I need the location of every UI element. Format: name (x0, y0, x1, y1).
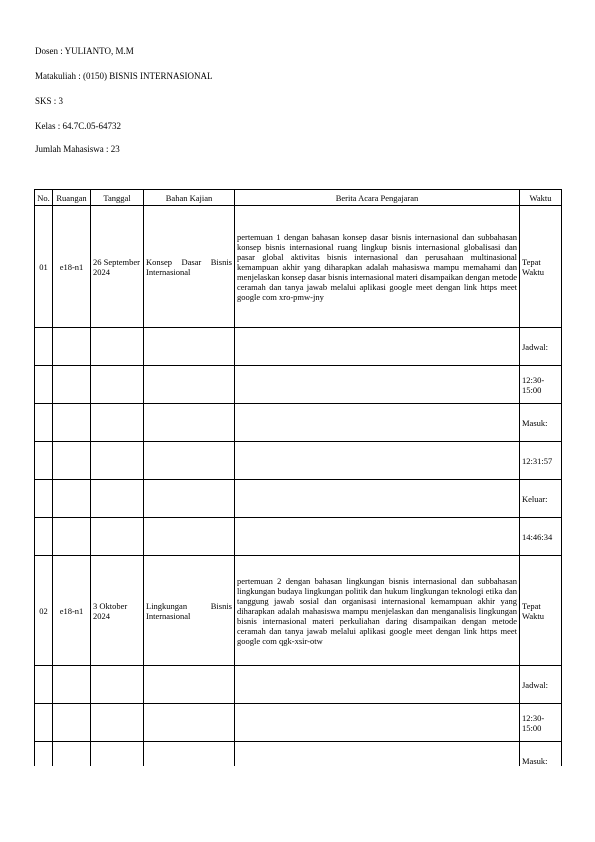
col-header-tanggal: Tanggal (91, 190, 144, 206)
col-header-no: No. (35, 190, 53, 206)
dosen-line: Dosen : YULIANTO, M.M (35, 46, 134, 56)
session-berita-acara: pertemuan 1 dengan bahasan konsep dasar bisnis internasional dan subbahasan konsep bisnis internasional ruang lingkup bisnis internasional globalisasi dan pasar global aktivitas bisnis internasional dan perusahaan multinasional kemampuan akhir yang diharapkan adalah mahasiswa mampu memahami dan menjelaskan konsep dasar bisnis internasional materi disampaikan dengan metode ceramah dan tanya jawab melalui aplikasi google meet dengan link https meet google com xro-pmw-jny (235, 206, 520, 328)
session-ruangan: e18-n1 (53, 556, 91, 666)
jumlah-mahasiswa-line: Jumlah Mahasiswa : 23 (35, 144, 120, 154)
session-no: 01 (35, 206, 53, 328)
col-header-berita-acara: Berita Acara Pengajaran (235, 190, 520, 206)
table-row (35, 704, 562, 742)
session-tanggal: 3 Oktober 2024 (91, 556, 144, 666)
waktu-detail: Masuk: (520, 404, 562, 442)
session-tanggal: 26 September 2024 (91, 206, 144, 328)
waktu-detail: 14:46:34 (520, 518, 562, 556)
table-row (35, 206, 562, 328)
table-row (35, 366, 562, 404)
waktu-detail: Keluar: (520, 480, 562, 518)
waktu-detail: Jadwal: (520, 328, 562, 366)
page-bottom-margin (34, 766, 562, 842)
waktu-detail: 12:30-15:00 (520, 366, 562, 404)
table-header-row (35, 190, 562, 206)
session-waktu-status: Tepat Waktu (520, 206, 562, 328)
table-row (35, 518, 562, 556)
waktu-detail: 12:31:57 (520, 442, 562, 480)
session-berita-acara: pertemuan 2 dengan bahasan lingkungan bisnis internasional dan subbahasan lingkungan budaya lingkungan politik dan hukum lingkungan teknologi etika dan tanggung jawab sosial dan organisasi internasional kemampuan akhir yang diharapkan adalah mahasiswa mampu menjelaskan dan menganalisis lingkungan bisnis internasional materi perkuliahan daring disampaikan dengan metode ceramah dan tanya jawab melalui aplikasi google meet dengan link https meet google com qgk-xsir-otw (235, 556, 520, 666)
waktu-detail: Masuk: (520, 742, 562, 780)
table-row (35, 556, 562, 666)
table-row (35, 442, 562, 480)
session-no: 02 (35, 556, 53, 666)
col-header-ruangan: Ruangan (53, 190, 91, 206)
kelas-line: Kelas : 64.7C.05-64732 (35, 121, 121, 131)
col-header-bahan-kajian: Bahan Kajian (144, 190, 235, 206)
session-bahan-kajian: Konsep Dasar Bisnis Internasional (144, 206, 235, 328)
waktu-detail: 12:30-15:00 (520, 704, 562, 742)
table-row (35, 480, 562, 518)
session-bahan-kajian: Lingkungan Bisnis Internasional (144, 556, 235, 666)
table-row (35, 404, 562, 442)
session-ruangan: e18-n1 (53, 206, 91, 328)
matakuliah-line: Matakuliah : (0150) BISNIS INTERNASIONAL (35, 71, 213, 81)
col-header-waktu: Waktu (520, 190, 562, 206)
table-row (35, 666, 562, 704)
session-waktu-status: Tepat Waktu (520, 556, 562, 666)
attendance-table (34, 189, 562, 780)
waktu-detail: Jadwal: (520, 666, 562, 704)
sks-line: SKS : 3 (35, 96, 64, 106)
table-row (35, 328, 562, 366)
